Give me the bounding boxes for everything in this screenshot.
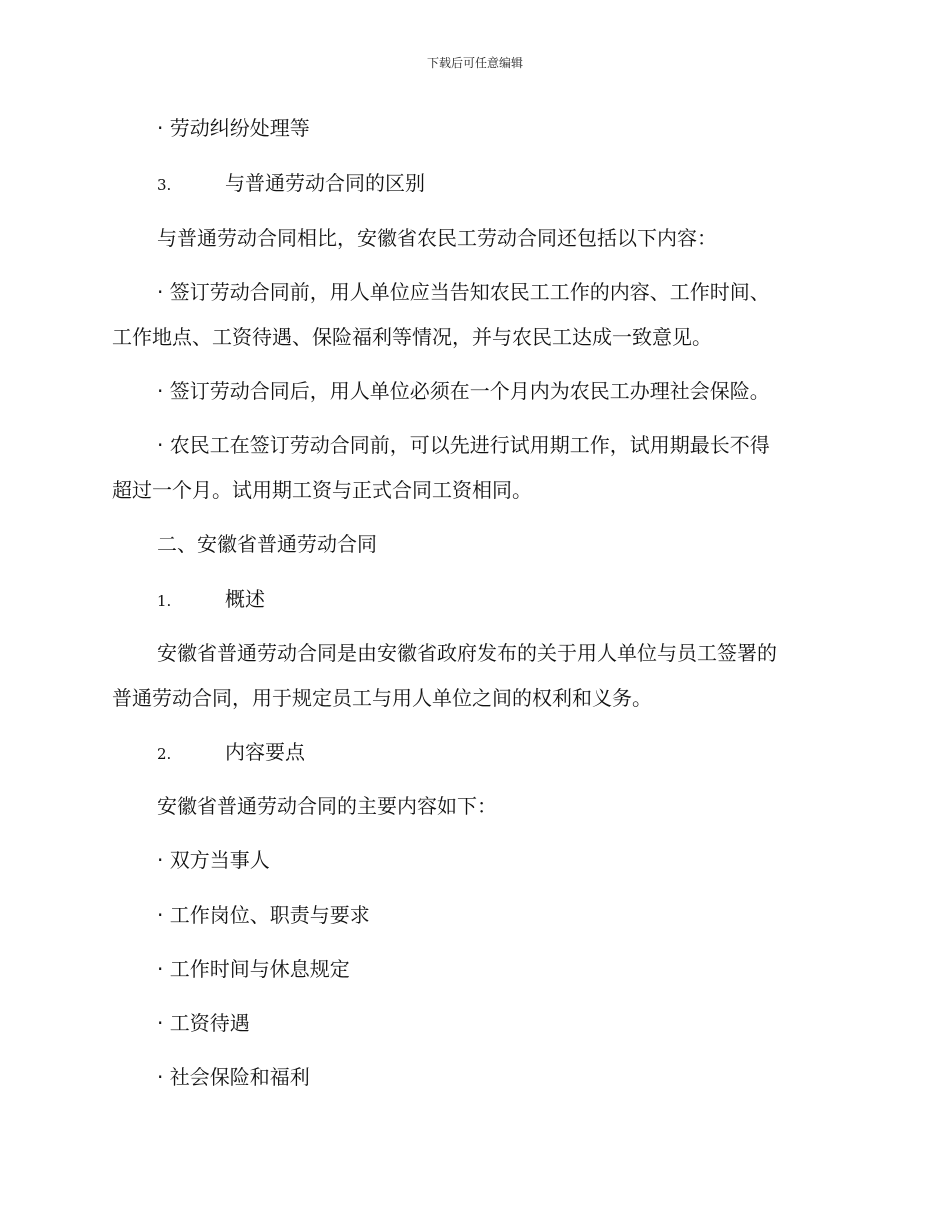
paragraph-intro: 与普通劳动合同相比，安徽省农民工劳动合同还包括以下内容：: [157, 226, 717, 250]
bullet-before-signing-cont: 工作地点、工资待遇、保险福利等情况，并与农民工达成一致意见。: [112, 325, 712, 349]
section-heading-1: [157, 582, 838, 616]
bullet-before-signing: · 签订劳动合同前，用人单位应当告知农民工工作的内容、工作时间、: [157, 280, 770, 304]
paragraph-overview: 安徽省普通劳动合同是由安徽省政府发布的关于用人单位与员工签署的: [157, 641, 777, 665]
bullet-labor-dispute: · 劳动纠纷处理等: [157, 116, 310, 140]
section-title: 与普通劳动合同的区别: [225, 171, 425, 195]
page-header: 下载后可任意编辑: [426, 56, 523, 70]
chapter-heading-2: 二、安徽省普通劳动合同: [157, 532, 377, 556]
bullet-work-hours: · 工作时间与休息规定: [157, 957, 350, 981]
bullet-social-insurance: · 社会保险和福利: [157, 1065, 310, 1089]
section-number: 3.: [157, 176, 172, 194]
section-title: 概述: [225, 587, 265, 611]
paragraph-main-content: 安徽省普通劳动合同的主要内容如下：: [157, 794, 497, 818]
section-title: 内容要点: [225, 740, 305, 764]
paragraph-overview-cont: 普通劳动合同，用于规定员工与用人单位之间的权利和义务。: [112, 686, 652, 710]
bullet-probation-cont: 超过一个月。试用期工资与正式合同工资相同。: [112, 478, 532, 502]
bullet-wages: · 工资待遇: [157, 1011, 250, 1035]
bullet-after-signing: · 签订劳动合同后，用人单位必须在一个月内为农民工办理社会保险。: [157, 379, 770, 403]
section-number: 2.: [157, 745, 172, 763]
section-heading-2: [157, 735, 838, 769]
bullet-probation: · 农民工在签订劳动合同前，可以先进行试用期工作，试用期最长不得: [157, 433, 770, 457]
section-number: 1.: [157, 592, 172, 610]
bullet-parties: · 双方当事人: [157, 848, 270, 872]
bullet-job-position: · 工作岗位、职责与要求: [157, 903, 370, 927]
section-heading-3: [157, 166, 838, 200]
